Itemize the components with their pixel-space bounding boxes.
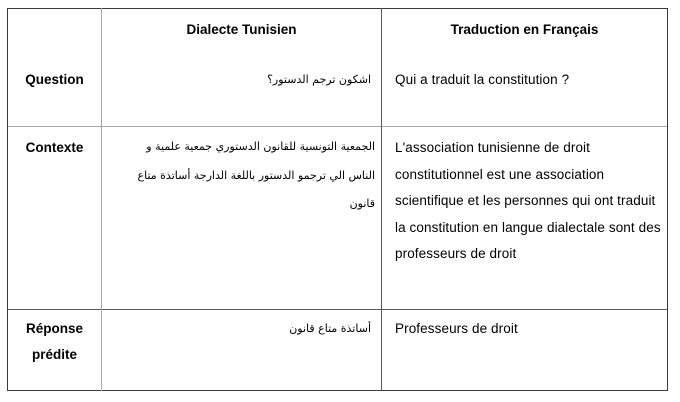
context-dialect-text: الجمعية التونسية للقانون الدستوري جمعية علمية و الناس الي ترجمو الدستور باللغة الدارجة أساتذة متاع قانون	[137, 140, 375, 210]
row-label-context: Contexte	[25, 140, 84, 155]
row-label-predicted-answer-line2: prédite	[31, 347, 77, 362]
row-divider-1	[7, 126, 668, 127]
header-translation: Traduction en Français	[450, 22, 599, 37]
answer-dialect-text: أساتذة متاع قانون	[289, 322, 371, 335]
answer-translation-text: Professeurs de droit	[395, 321, 518, 336]
row-label-predicted-answer-line1: Réponse	[25, 321, 83, 336]
table-right-border	[667, 8, 668, 391]
header-dialect: Dialecte Tunisien	[186, 22, 297, 37]
question-dialect-text: اشكون ترجم الدستور؟	[267, 73, 371, 86]
row-divider-2	[7, 309, 668, 310]
row-label-predicted-answer	[8, 316, 101, 368]
table-top-border	[7, 8, 668, 9]
column-divider-1	[101, 8, 102, 391]
comparison-table	[7, 8, 668, 391]
context-translation-text: L'association tunisienne de droit constitutionnel est une association scientifique et les personnes qui ont traduit la constitution en langue dialectale sont des professeurs de droit	[395, 140, 661, 262]
table-bottom-border	[7, 390, 668, 391]
column-divider-2	[381, 8, 382, 391]
question-translation-text: Qui a traduit la constitution ?	[395, 72, 570, 87]
row-label-question: Question	[25, 72, 84, 87]
